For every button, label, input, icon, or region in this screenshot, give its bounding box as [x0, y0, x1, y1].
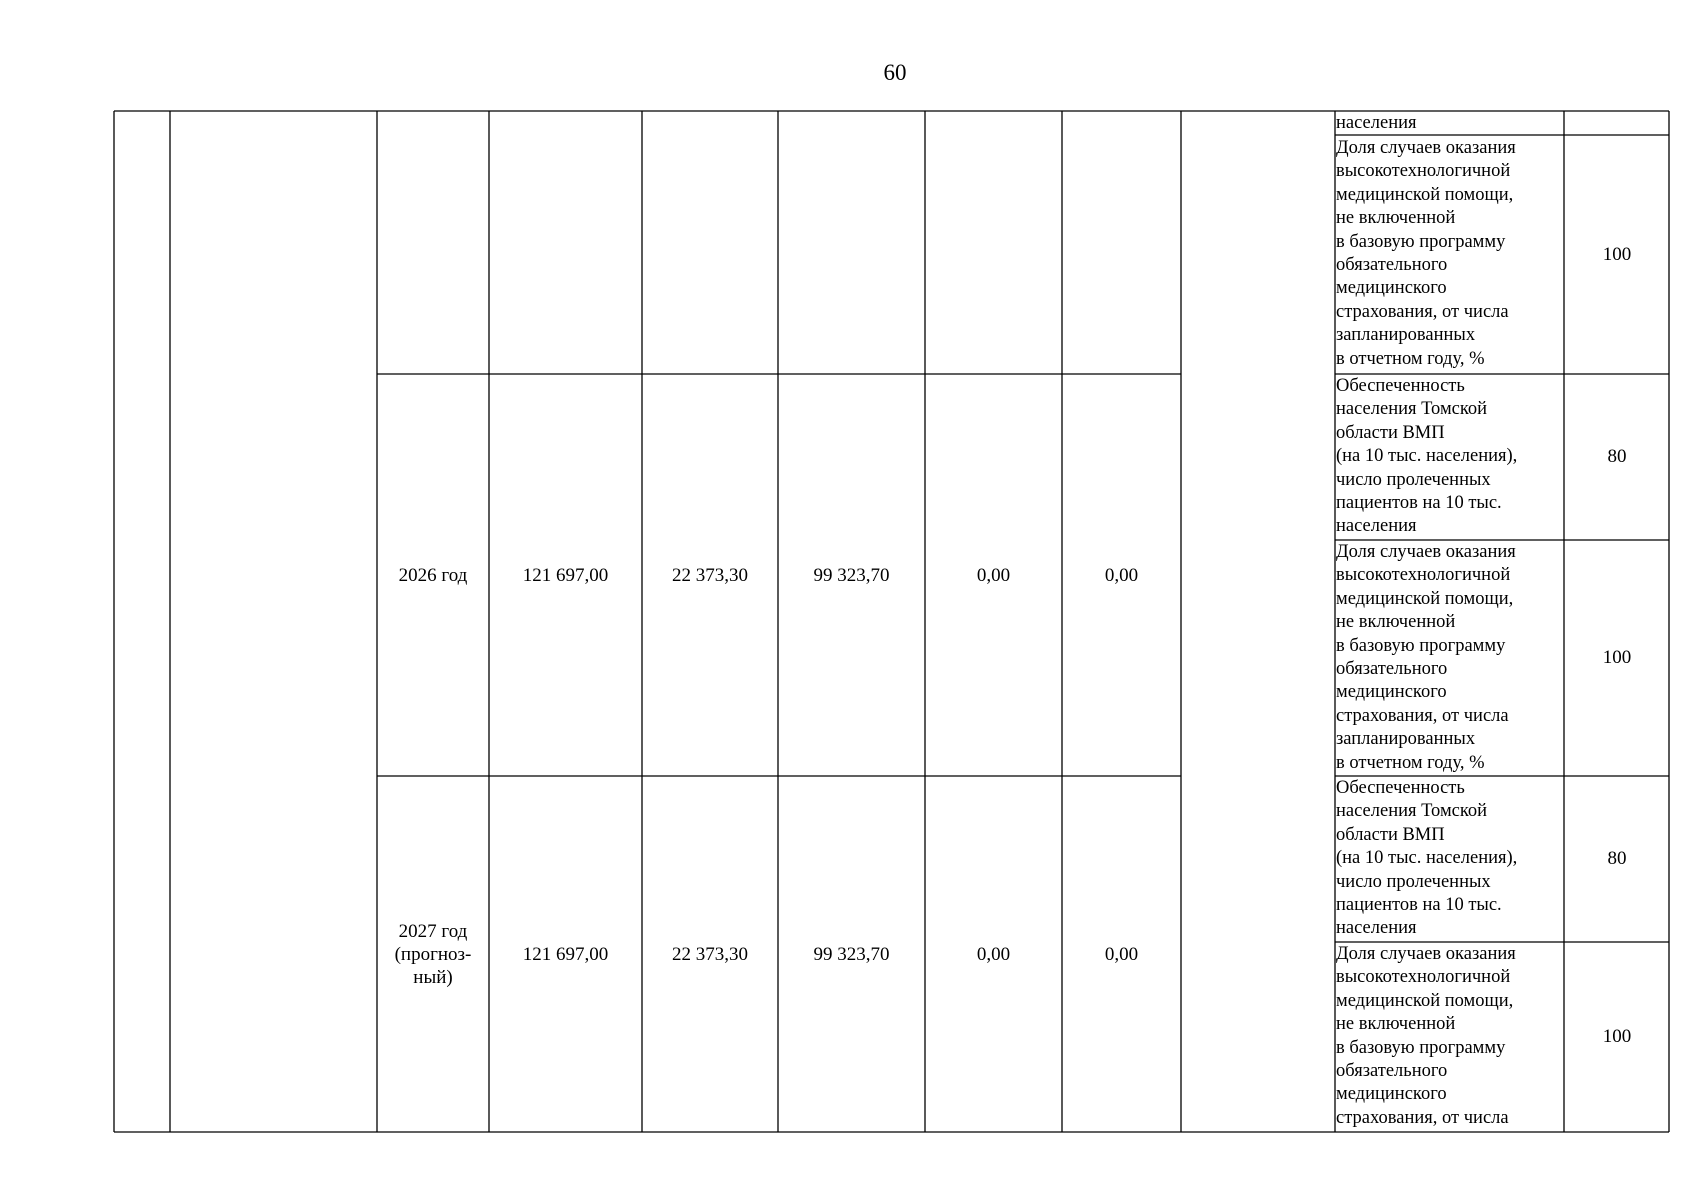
indicator-line: медицинской помощи, — [1336, 588, 1514, 609]
indicator-line: медицинской помощи, — [1336, 184, 1514, 205]
indicator-line: страхования, от числа — [1336, 705, 1509, 726]
indicator-line: пациентов на 10 тыс. — [1336, 493, 1502, 514]
indicator-line: населения Томской — [1336, 399, 1488, 420]
year-cell: 2026 год — [398, 564, 468, 586]
indicator-line: населения — [1336, 516, 1417, 537]
indicator-2027-2 — [1336, 943, 1564, 1132]
indicator-line: запланированных — [1336, 325, 1476, 346]
indicator-first-block — [1336, 137, 1564, 373]
indicator-line: в отчетном году, % — [1336, 348, 1485, 369]
indicator-line: пациентов на 10 тыс. — [1336, 895, 1502, 916]
indicator-line: в базовую программу — [1336, 231, 1506, 252]
total-cell: 121 697,00 — [522, 564, 609, 586]
indicator-line: (на 10 тыс. населения), — [1336, 848, 1518, 869]
indicator-line: в базовую программу — [1336, 635, 1506, 656]
indicator-line: высокотехнологичной — [1336, 161, 1511, 182]
target-value: 100 — [1602, 244, 1632, 265]
indicator-line: медицинского — [1336, 1084, 1447, 1105]
indicator-tail — [1336, 112, 1564, 135]
indicator-line: области ВМП — [1336, 824, 1445, 845]
other-cell: 0,00 — [1104, 564, 1139, 586]
indicator-line: страхования, от числа — [1336, 301, 1509, 322]
local-cell: 0,00 — [976, 564, 1011, 586]
indicator-line: медицинского — [1336, 278, 1447, 299]
indicator-line: в отчетном году, % — [1336, 752, 1485, 773]
indicator-line: населения — [1336, 918, 1417, 939]
federal-cell: 22 373,30 — [672, 564, 748, 586]
indicator-2027-1 — [1336, 777, 1564, 942]
indicator-2026-2 — [1336, 541, 1564, 776]
indicator-line: (на 10 тыс. населения), — [1336, 446, 1518, 467]
indicator-line: не включенной — [1336, 208, 1456, 229]
indicator-line: Доля случаев оказания — [1336, 138, 1516, 158]
target-value: 100 — [1602, 1026, 1632, 1047]
page-number: 60 — [883, 60, 907, 85]
indicator-line: медицинской помощи, — [1336, 990, 1514, 1011]
year-line: ный) — [413, 966, 453, 988]
indicator-line: число пролеченных — [1336, 871, 1491, 892]
indicator-line: Обеспеченность — [1336, 778, 1465, 798]
indicator-line: Доля случаев оказания — [1336, 944, 1516, 964]
local-cell: 0,00 — [976, 943, 1011, 965]
federal-cell: 22 373,30 — [672, 943, 748, 965]
target-value: 100 — [1602, 647, 1632, 668]
indicator-line: населения — [1336, 113, 1417, 133]
indicator-line: медицинского — [1336, 682, 1447, 703]
target-value: 80 — [1607, 848, 1627, 869]
indicator-line: высокотехнологичной — [1336, 967, 1511, 988]
total-cell: 121 697,00 — [522, 943, 609, 965]
indicator-line: обязательного — [1336, 1061, 1448, 1082]
regional-cell: 99 323,70 — [813, 943, 890, 965]
indicator-line: населения Томской — [1336, 801, 1488, 822]
indicator-line: страхования, от числа — [1336, 1107, 1509, 1128]
year-line: 2027 год — [398, 920, 468, 942]
year-cell — [377, 776, 489, 1132]
indicator-line: Обеспеченность — [1336, 376, 1465, 396]
regional-cell: 99 323,70 — [813, 564, 890, 586]
target-value: 80 — [1607, 446, 1627, 467]
other-cell: 0,00 — [1104, 943, 1139, 965]
indicator-line: области ВМП — [1336, 422, 1445, 443]
indicator-line: обязательного — [1336, 659, 1448, 680]
indicator-line: высокотехнологичной — [1336, 565, 1511, 586]
indicator-line: запланированных — [1336, 729, 1476, 750]
indicator-line: обязательного — [1336, 255, 1448, 276]
indicator-line: не включенной — [1336, 612, 1456, 633]
indicator-line: не включенной — [1336, 1014, 1456, 1035]
indicator-line: в базовую программу — [1336, 1037, 1506, 1058]
indicator-line: число пролеченных — [1336, 469, 1491, 490]
year-line: (прогноз- — [394, 943, 472, 965]
indicator-2026-1 — [1336, 375, 1564, 540]
indicator-line: Доля случаев оказания — [1336, 542, 1516, 562]
